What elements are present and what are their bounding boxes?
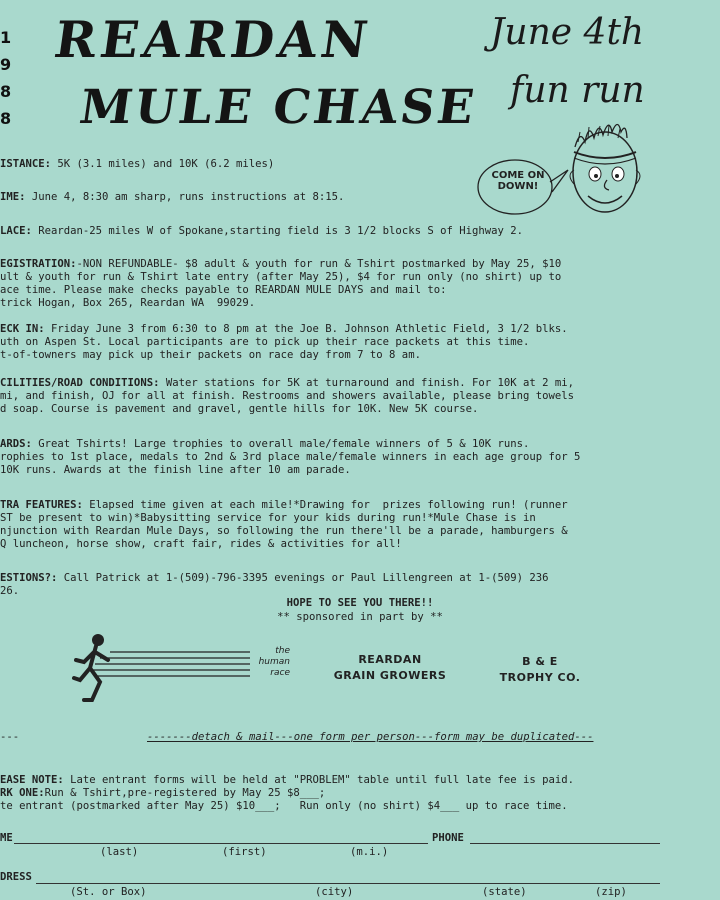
extra-features-label: TRA FEATURES: (0, 499, 83, 511)
registration-section (0, 258, 720, 310)
checkin-line: Friday June 3 from 6:30 to 8 pm at the Joe B. Johnson Athletic Field, 3 1/2 blks. (44, 323, 568, 335)
extra-features-line: Elapsed time given at each mile!*Drawing for prizes following run! (runner (82, 499, 568, 511)
questions-section (0, 572, 720, 598)
human-race-line: race (270, 668, 290, 678)
handwritten-fun-run: fun run (510, 70, 645, 111)
human-race-line: human (258, 657, 290, 667)
name-sub-mi: (m.i.) (350, 846, 389, 858)
late-entrant-line[interactable]: te entrant (postmarked after May 25) $10___; Run only (no shirt) $4___ up to race time. (0, 800, 568, 812)
questions-line: Call Patrick at 1-(509)-796-3395 evenings or Paul Lillengreen at 1-(509) 236 (57, 572, 549, 584)
distance-text: 5K (3.1 miles) and 10K (6.2 miles) (51, 158, 275, 170)
awards-line: rophies to 1st place, medals to 2nd & 3rd place male/female winners in each age group for 5 (0, 451, 581, 463)
mark-one-section (0, 787, 720, 800)
sponsor-line: REARDAN (358, 653, 422, 666)
year-digits (0, 24, 20, 132)
facilities-line: d soap. Course is pavement and gravel, gentle hills for 10K. New 5K course. (0, 403, 479, 415)
time-label: IME: (0, 191, 26, 203)
detach-left: --- (0, 731, 20, 743)
extra-features-line: Q luncheon, horse show, craft fair, rides & activities for all! (0, 538, 402, 550)
human-race-line: the (275, 646, 290, 656)
sponsored-text: ** sponsored in part by ** (277, 611, 443, 623)
address-sub-zip: (zip) (595, 886, 627, 898)
year-digit: 9 (0, 55, 12, 74)
awards-label: ARDS: (0, 438, 32, 450)
detach-line: -------detach & mail---one form per person---form may be duplicated--- (147, 731, 594, 743)
address-sub-state: (state) (482, 886, 527, 898)
checkin-line: uth on Aspen St. Local participants are to pick up their race packets at this time. (0, 336, 530, 348)
note-section (0, 774, 720, 787)
awards-line: Great Tshirts! Large trophies to overall male/female winners of 5 & 10K runs. (31, 438, 530, 450)
sponsor-line: B & E (522, 655, 558, 668)
questions-line: 26. (0, 585, 20, 597)
name-label: ME (0, 832, 13, 844)
registration-line: ult & youth for run & Tshirt late entry (after May 25), $4 for run only (no shirt) up to (0, 271, 562, 283)
time-section (0, 191, 720, 204)
address-sub-street: (St. or Box) (70, 886, 147, 898)
extra-features-line: ST be present to win)*Babysitting service for your kids during run!*Mule Chase is in (0, 512, 536, 524)
facilities-line: Water stations for 5K at turnaround and finish. For 10K at 2 mi, (159, 377, 575, 389)
time-text: June 4, 8:30 am sharp, runs instructions at 8:15. (25, 191, 345, 203)
registration-line: trick Hogan, Box 265, Reardan WA 99029. (0, 297, 256, 309)
registration-line: ace time. Please make checks payable to REARDAN MULE DAYS and mail to: (0, 284, 447, 296)
address-label: DRESS (0, 871, 32, 883)
awards-section (0, 438, 720, 477)
title-mule-chase: MULE CHASE (76, 80, 481, 135)
registration-line: -NON REFUNDABLE- $8 adult & youth for run & Tshirt postmarked by May 25, $10 (76, 258, 562, 270)
name-sub-last: (last) (100, 846, 139, 858)
year-digit: 8 (0, 109, 12, 128)
facilities-line: mi, and finish, OJ for all at finish. Restrooms and showers available, please bring towels (0, 390, 575, 402)
phone-field[interactable] (470, 843, 660, 844)
note-label: EASE NOTE: (0, 774, 64, 786)
checkin-line: t-of-towners may pick up their packets on race day from 7 to 8 am. (0, 349, 421, 361)
name-sub-first: (first) (222, 846, 267, 858)
sponsor-line: GRAIN GROWERS (333, 669, 447, 682)
extra-features-section (0, 499, 720, 551)
facilities-section (0, 377, 720, 416)
questions-label: ESTIONS?: (0, 572, 58, 584)
sponsor-trophy-co (480, 654, 600, 686)
place-label: LACE: (0, 225, 32, 237)
hope-text: HOPE TO SEE YOU THERE!! (286, 597, 434, 609)
sponsor-line: TROPHY CO. (499, 671, 581, 684)
year-digit: 1 (0, 28, 12, 47)
name-field[interactable] (14, 843, 428, 844)
place-text: Reardan-25 miles W of Spokane,starting field is 3 1/2 blocks S of Highway 2. (31, 225, 523, 237)
registration-label: EGISTRATION: (0, 258, 77, 270)
phone-label: PHONE (432, 832, 464, 844)
checkin-section (0, 323, 720, 362)
year-digit: 8 (0, 82, 12, 101)
distance-label: ISTANCE: (0, 158, 52, 170)
place-section (0, 225, 720, 238)
facilities-label: CILITIES/ROAD CONDITIONS: (0, 377, 160, 389)
note-text: Late entrant forms will be held at "PROBLEM" table until full late fee is paid. (63, 774, 575, 786)
mark-one-label: RK ONE: (0, 787, 45, 799)
handwritten-date: June 4th (490, 12, 645, 53)
run-tshirt-option[interactable]: Run & Tshirt,pre-registered by May 25 $8___; (44, 787, 326, 799)
extra-features-line: njunction with Reardan Mule Days, so following the run there'll be a parade, hamburgers & (0, 525, 568, 537)
speech-bubble-text: COME ON DOWN! (491, 170, 545, 192)
address-field[interactable] (36, 883, 660, 884)
checkin-label: ECK IN: (0, 323, 45, 335)
sponsor-grain-growers (320, 652, 460, 684)
distance-section (0, 158, 720, 171)
address-sub-city: (city) (315, 886, 354, 898)
human-race-logo (230, 646, 290, 679)
awards-line: 10K runs. Awards at the finish line after 10 am parade. (0, 464, 351, 476)
title-reardan: REARDAN (50, 10, 376, 69)
